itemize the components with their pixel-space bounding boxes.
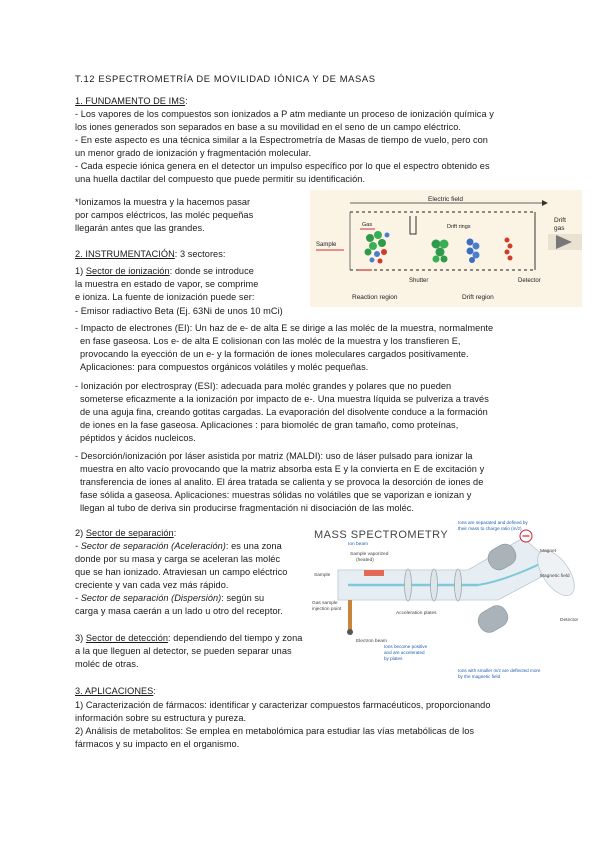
gas-sample-label: injection point: [312, 607, 342, 612]
sub1-heading: [75, 265, 254, 278]
maldi-line: transferencia de iones al analito. El área tratada se calienta y se provoca la desorción de iones de: [80, 477, 484, 487]
acc-line: donde por su masa y carga se aceleran las moléc: [75, 554, 281, 564]
ei-line: en fase gaseosa. Los e- de alta E colisionan con las moléc de la muestra y los transfieren E,: [80, 336, 461, 346]
sample-label: Sample: [316, 242, 337, 248]
s3-line: 1) Caracterización de fármacos: identificar y caracterizar compuestos farmacéuticos, proporcionando: [75, 700, 491, 710]
ms-sample-label: Sample: [314, 573, 331, 578]
drift-gas-label: Drift: [554, 217, 566, 224]
s3-line: 2) Análisis de metabolitos: Se emplea en metabolómica para estudiar las vías metabólicas de los: [75, 726, 474, 736]
gas-injector: [348, 600, 352, 630]
sub3-heading: [75, 632, 302, 645]
section-2-heading-text: 2. INSTRUMENTACIÓN: [75, 249, 175, 259]
s1-note-line: llegarán antes que las grandes.: [75, 223, 205, 233]
magnetic-field-label: Magnetic field: [540, 574, 570, 579]
esi-line: - Ionización por electrospray (ESI): adecuada para moléc grandes y polares que no pueden: [75, 381, 452, 391]
ms-detector-label: Detector: [560, 618, 579, 623]
shutter-label: Shutter: [409, 278, 429, 284]
sub1-rest: : donde se introduce: [169, 266, 254, 276]
ms-note-bottom: by the magnetic field: [458, 674, 501, 679]
ms-note-top: their mass to charge ratio (m/z): [458, 526, 522, 531]
sub3-num: 3): [75, 633, 86, 643]
esi-line: de iones en la fase gaseosa. Aplicaciones : para biomoléc de gran tamaño, como proteínas,: [80, 420, 459, 430]
section-3-heading: [75, 685, 156, 698]
acceleration-plate: [455, 569, 462, 601]
s1-line: una huella dactilar del compuesto que puede permitir su identificación.: [75, 174, 366, 184]
ms-diagram: [308, 518, 580, 680]
electron-beam-label: Electron beam: [356, 639, 387, 644]
gas-label: Gas: [362, 222, 373, 228]
drift-gas-label: gas: [554, 225, 565, 232]
acceleration-plate: [405, 569, 412, 601]
electric-field-label: Electric field: [428, 196, 464, 203]
sub3-line: moléc de otras.: [75, 659, 139, 669]
section-1-heading-suffix: :: [185, 96, 188, 106]
sub1-line: la muestra en estado de vapor, se comprime: [75, 279, 259, 289]
ms-title: MASS SPECTROMETRY: [314, 529, 449, 541]
sub2-heading: [75, 527, 176, 540]
acc-line: creciente y van cada vez más rápido.: [75, 580, 229, 590]
s3-line: información sobre su estructura y pureza.: [75, 713, 247, 723]
drift-region-label: Drift region: [462, 294, 494, 301]
sub3-rest: : dependiendo del tiempo y zona: [168, 633, 303, 643]
heater: [364, 570, 384, 576]
ims-diagram: [310, 190, 582, 307]
s1-line: - En este aspecto es una técnica similar a la Espectrometría de Masas de tiempo de vuelo, pero con: [75, 135, 488, 145]
acc-label: - Sector de separación (Aceleración): [75, 541, 226, 551]
sub3-line: a la que lleguen al detector, se pueden separar unas: [75, 646, 292, 656]
ms-note-bottom: Ions with smaller m/z are deflected more: [458, 668, 541, 673]
maldi-line: llegan al tubo de deriva sin producirse fragmentación ni disociación de las moléc.: [80, 503, 415, 513]
page-title: T.12 ESPECTROMETRÍA DE MOVILIDAD IÓNICA Y DE MASAS: [75, 73, 376, 84]
ion-beam-label: Ion beam: [348, 542, 369, 547]
ms-note-top: Ions are separated and defined by: [458, 520, 528, 525]
sub2-title: Sector de separación: [85, 528, 174, 538]
disp-label: - Sector de separación (Dispersión): [75, 593, 222, 603]
sub2-rest: :: [173, 528, 177, 538]
emisor-line: - Emisor radiactivo Beta (Ej. 63Ni de unos 10 mCi): [75, 306, 283, 316]
section-2-heading: [75, 248, 225, 261]
s1-note-line: por campos eléctricos, las moléc pequeñas: [75, 210, 254, 220]
ions-note: Ions become positive: [384, 644, 428, 649]
s1-line: - Cada especie iónica genera en el detector un impulso específico por lo que el espectro obtenido es: [75, 161, 490, 171]
disp-line: carga y masa caerán a un lado u otro del receptor.: [75, 606, 283, 616]
disp-heading: [75, 592, 264, 605]
s1-line: los iones generados son separados en base a su movilidad en el seno de un campo eléctrico.: [75, 122, 462, 132]
maldi-line: - Desorción/ionización por láser asistida por matriz (MALDI): uso de láser pulsado para ionizar la: [75, 451, 473, 461]
s1-line: un menor grado de ionización y fragmentación molecular.: [75, 148, 312, 158]
magnet-label: Magnet: [540, 549, 556, 554]
electron-source-icon: [347, 629, 353, 635]
ei-line: - Impacto de electrones (EI): Un haz de e- de alta E se dirige a las moléc de la muestra, normalmente: [75, 323, 494, 333]
acc-heading: [75, 540, 282, 553]
ions-note: by plates: [384, 656, 403, 661]
sample-vaporized-label: Sample vaporized: [350, 552, 389, 557]
ei-line: Aplicaciones: para compuestos orgánicos volátiles y moléc pequeñas.: [80, 362, 369, 372]
acc-line: que se han ionizado. Atraviesan un campo eléctrico: [75, 567, 288, 577]
reaction-region-label: Reaction region: [352, 294, 398, 301]
detector-label: Detector: [518, 278, 541, 284]
sub2-num: 2): [75, 528, 86, 538]
sub1-num: 1): [75, 266, 86, 276]
acceleration-plate: [431, 569, 438, 601]
section-3-heading-suffix: :: [153, 686, 156, 696]
ions-note: and are accelerated: [384, 650, 425, 655]
acc-rest: : es una zona: [225, 541, 282, 551]
section-2-heading-suffix: : 3 sectores:: [174, 249, 226, 259]
drift-rings-label: Drift rings: [447, 224, 471, 230]
sub3-title: Sector de detección: [85, 633, 169, 643]
maldi-line: fase sólida a gaseosa. Aplicaciones: muestras sólidas no volátiles que se vaporizan e ionizan y: [80, 490, 472, 500]
esi-line: péptidos y ácidos nucleicos.: [80, 433, 196, 443]
gas-sample-label: Gas sample: [312, 601, 338, 606]
ims-diagram-background: [310, 190, 582, 307]
esi-line: someterse eficazmente a la ionización por impacto de e-. Una muestra líquida se pulveriza a través: [80, 394, 489, 404]
section-1-heading-text: 1. FUNDAMENTO DE IMS: [75, 96, 186, 106]
disp-rest: : según su: [221, 593, 265, 603]
s1-line: - Los vapores de los compuestos son ionizados a P atm mediante un proceso de ionización química y: [75, 109, 494, 119]
acceleration-plates-label: Acceleration plates: [396, 611, 437, 616]
sub1-title: Sector de ionización: [85, 266, 170, 276]
s3-line: fármacos y su impacto en el organismo.: [75, 739, 240, 749]
sample-vaporized-label: (heated): [356, 558, 374, 563]
maldi-line: muestra en alto vacío provocando que la matriz absorba esta E y la convierta en E de excitación y: [80, 464, 485, 474]
ei-line: provocando la eyección de un e- y la formación de iones moleculares cargados positivamente.: [80, 349, 469, 359]
sub1-line: e ioniza. La fuente de ionización puede ser:: [75, 292, 255, 302]
section-3-heading-text: 3. APLICACIONES: [75, 686, 154, 696]
s1-note-line: *Ionizamos la muestra y la hacemos pasar: [75, 197, 251, 207]
section-1-heading: [75, 95, 188, 108]
esi-line: de una aguja fina, creando gotitas cargadas. La evaporación del disolvente conduce a la formación: [80, 407, 488, 417]
